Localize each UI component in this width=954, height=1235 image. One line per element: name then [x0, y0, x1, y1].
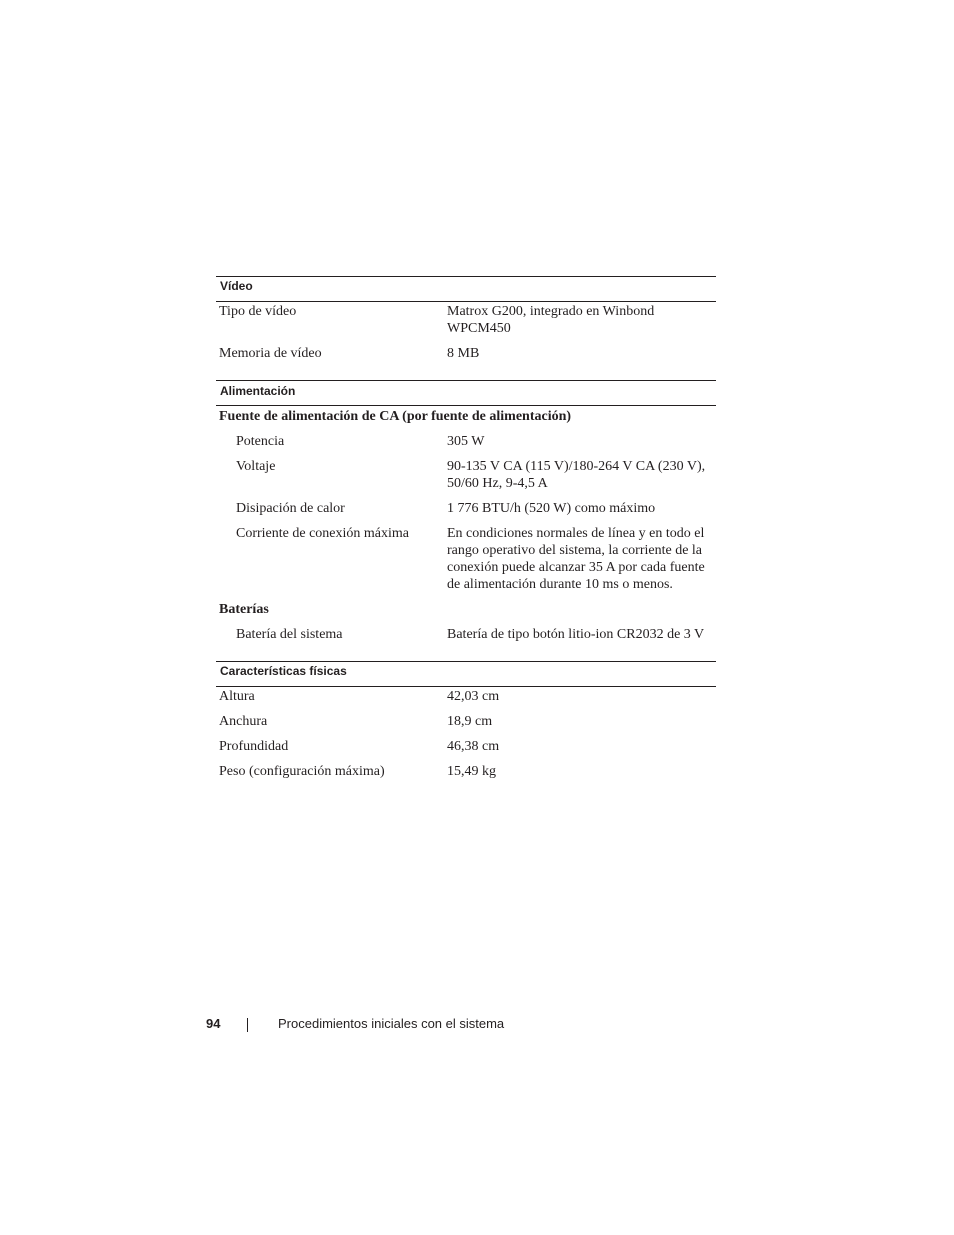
power-section-heading: Alimentación — [220, 384, 296, 398]
max-inrush-current-label: Corriente de conexión máxima — [236, 526, 409, 541]
physical-section-header-rule — [216, 686, 716, 687]
heat-dissipation-label: Disipación de calor — [236, 501, 345, 516]
wattage-label: Potencia — [236, 434, 285, 449]
system-battery-label: Batería del sistema — [236, 627, 343, 642]
depth-label: Profundidad — [219, 739, 289, 754]
video-memory-value: 8 MB — [447, 346, 480, 361]
video-section-top-rule — [216, 276, 716, 277]
voltage-label: Voltaje — [236, 459, 276, 474]
page-number: 94 — [206, 1016, 221, 1031]
physical-section-heading: Características físicas — [220, 664, 347, 678]
width-label: Anchura — [219, 714, 268, 729]
system-battery-value: Batería de tipo botón litio-ion CR2032 de 3 V — [447, 627, 705, 642]
batteries-group-heading: Baterías — [219, 602, 269, 617]
voltage-value: 90-135 V CA (115 V)/180-264 V CA (230 V), 50/60 Hz, 9-4,5 A — [447, 459, 706, 491]
depth-value: 46,38 cm — [447, 739, 500, 754]
footer-separator — [247, 1018, 248, 1032]
physical-section-top-rule — [216, 661, 716, 662]
width-value: 18,9 cm — [447, 714, 493, 729]
heat-dissipation-value: 1 776 BTU/h (520 W) como máximo — [447, 501, 656, 516]
video-section-heading: Vídeo — [220, 279, 253, 293]
footer-chapter-title: Procedimientos iniciales con el sistema — [278, 1016, 505, 1031]
video-type-value: Matrox G200, integrado en Winbond WPCM450 — [447, 304, 655, 336]
wattage-value: 305 W — [447, 434, 485, 449]
ac-power-supply-group-heading: Fuente de alimentación de CA (por fuente de alimentación) — [219, 409, 572, 424]
height-value: 42,03 cm — [447, 689, 500, 704]
power-section-top-rule — [216, 380, 716, 381]
power-section-header-rule — [216, 405, 716, 406]
weight-label: Peso (configuración máxima) — [219, 764, 385, 779]
video-memory-label: Memoria de vídeo — [219, 346, 322, 361]
max-inrush-current-value: En condiciones normales de línea y en todo el rango operativo del sistema, la corriente de la conexión puede alcanzar 35 A por cada fuente de alimentación durante 10 ms o menos. — [447, 526, 705, 592]
weight-value: 15,49 kg — [447, 764, 496, 779]
video-type-label: Tipo de vídeo — [219, 304, 297, 319]
height-label: Altura — [219, 689, 255, 704]
video-section-header-rule — [216, 301, 716, 302]
